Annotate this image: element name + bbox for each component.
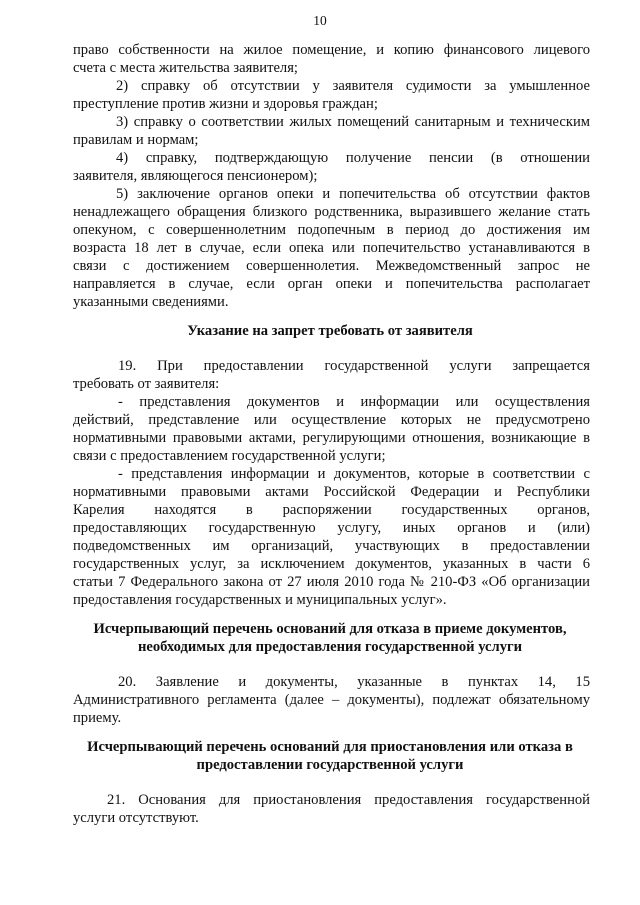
text-line: приему. [73,710,122,726]
section-heading: Исчерпывающий перечень оснований для отказа в приеме документов, [93,621,567,637]
list-item-2: 2) справку об отсутствии у заявителя судимости за умышленное [116,78,590,94]
text-line: правилам и нормам; [73,132,199,148]
text-line: возраста 18 лет в случае, если опека или попечительство устанавливаются в [73,240,590,256]
section-heading: Исчерпывающий перечень оснований для приостановления или отказа в [87,739,573,755]
text-line: опекуном, с совершеннолетним подопечным в период до достижения им [73,222,590,238]
text-line: заявителя, являющегося пенсионером); [73,168,318,184]
text-line: услуги отсутствуют. [73,810,199,826]
paragraph-20: 20. Заявление и документы, указанные в пунктах 14, 15 [118,674,590,690]
text-line: указанными сведениями. [73,294,229,310]
text-line: нормативными правовыми актами, регулирующими отношения, возникающие в [73,430,590,446]
page-number: 10 [313,13,327,28]
text-line: действий, представление или осуществление которых не предусмотрено [73,412,590,428]
list-item-5: 5) заключение органов опеки и попечительства об отсутствии фактов [116,186,590,202]
text-line: предоставления государственных и муниципальных услуг». [73,592,447,608]
text-line: Карелия находятся в распоряжении государственных органов, [73,502,590,518]
section-heading: предоставлении государственной услуги [196,757,464,773]
text-line: нормативными правовыми актами Российской Федерации и Республики [73,484,590,500]
text-line: требовать от заявителя: [73,376,220,392]
text-line: направляется в случае, если орган опеки и попечительства располагает [73,276,590,292]
list-item-dash: - представления документов и информации или осуществления [118,394,590,410]
text-line: подведомственных им организаций, участвующих в предоставлении [73,538,590,554]
section-heading: необходимых для предоставления государственной услуги [137,639,523,655]
paragraph-19: 19. При предоставлении государственной услуги запрещается [118,358,590,374]
text-line: статьи 7 Федерального закона от 27 июля 2010 года № 210-ФЗ «Об организации [73,574,590,590]
text-line: Административного регламента (далее – документы), подлежат обязательному [73,692,590,708]
list-item-4: 4) справку, подтверждающую получение пенсии (в отношении [116,150,590,166]
list-item-3: 3) справку о соответствии жилых помещений санитарным и техническим [116,114,590,130]
text-line: связи с достижением совершеннолетия. Межведомственный запрос не [73,258,590,274]
list-item-dash: - представления информации и документов, которые в соответствии с [118,466,590,482]
section-heading: Указание на запрет требовать от заявителя [187,323,473,339]
text-line: предоставляющих государственную услугу, иных органов и (или) [73,520,590,536]
text-line: право собственности на жилое помещение, и копию финансового лицевого [73,42,590,58]
text-line: связи с предоставлением государственной услуги; [73,448,386,464]
text-line: ненадлежащего обращения близкого родственника, выразившего желание стать [73,204,590,220]
text-line: счета с места жительства заявителя; [73,60,298,76]
text-line: преступление против жизни и здоровья граждан; [73,96,378,112]
paragraph-21: 21. Основания для приостановления предоставления государственной [107,792,590,808]
text-line: государственных услуг, за исключением документов, указанных в части 6 [73,556,590,572]
